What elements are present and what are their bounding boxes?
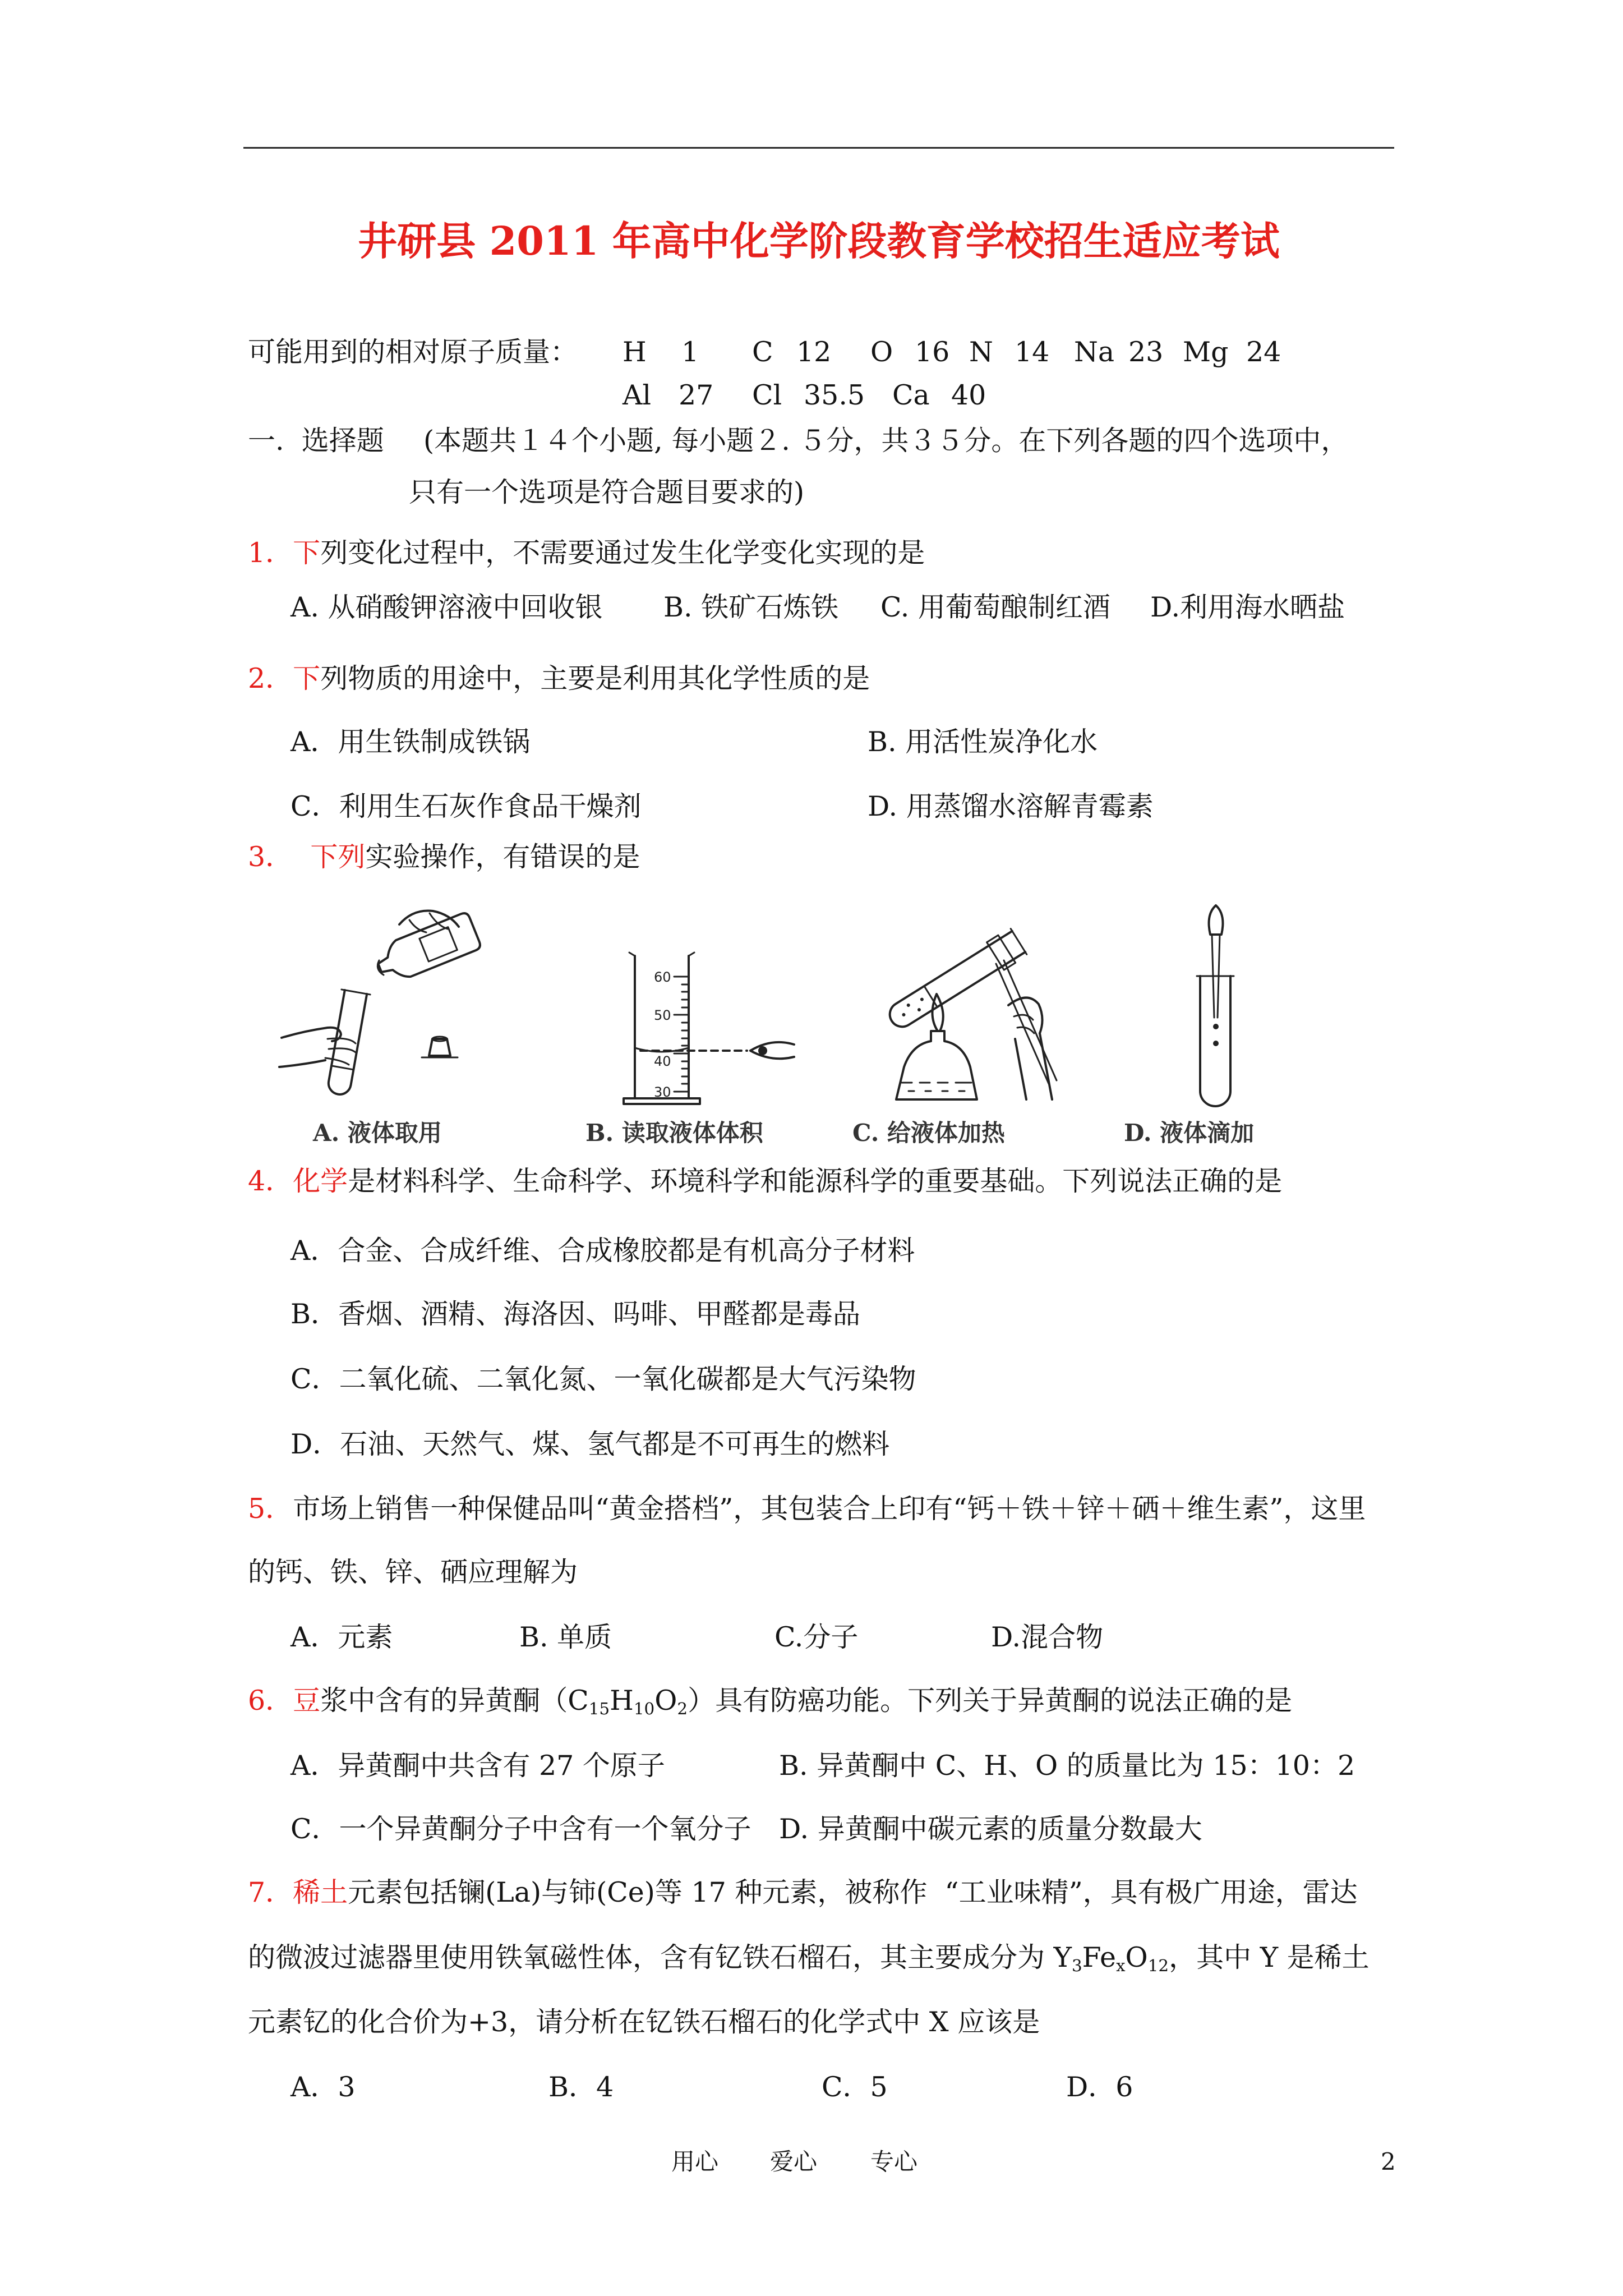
question-5-stem — [248, 1493, 1366, 1525]
figure-label-b: B. 读取液体体积 — [585, 1119, 763, 1147]
cylinder-scale-label: 40 — [654, 1053, 671, 1069]
element-mass: 12 — [796, 336, 832, 368]
question-text: 列变化过程中，不需要通过发生化学变化实现的是 — [320, 537, 925, 569]
element-symbol: C — [752, 336, 773, 368]
option-a: A．3 — [291, 2071, 356, 2103]
element-mass: 27 — [679, 379, 714, 411]
figure-label-c: C. 给液体加热 — [852, 1119, 1005, 1147]
alcohol-lamp — [896, 1031, 977, 1099]
option-d: D. 用蒸馏水溶解青霉素 — [868, 790, 1154, 822]
header-rule — [243, 147, 1394, 149]
question-number: 7．稀土 — [248, 1876, 348, 1908]
question-1-stem — [248, 537, 925, 569]
option-b: B．香烟、酒精、海洛因、吗啡、甲醛都是毒品 — [291, 1298, 861, 1330]
question-number: 4．化学 — [248, 1165, 348, 1197]
element-mass: 14 — [1015, 336, 1050, 368]
liquid-drop — [1213, 1024, 1219, 1029]
footer-motto: 用心 — [671, 2148, 719, 2175]
question-text: 市场上销售一种保健品叫“黄金搭档”，其包装合上印有“钙＋铁＋锌＋硒＋维生素”，这里 — [293, 1493, 1366, 1525]
option-b: B．4 — [548, 2071, 614, 2103]
element-mass: 16 — [915, 336, 950, 368]
formula-subscript: x — [1115, 1956, 1126, 1976]
cylinder-scale-label: 50 — [654, 1007, 671, 1023]
question-4-stem — [248, 1166, 1282, 1197]
page-number: 2 — [1381, 2148, 1396, 2175]
option-d: D.利用海水晒盐 — [1150, 591, 1345, 623]
question-text: 元素包括镧(La)与铈(Ce)等 17 种元素，被称作 “工业味精”，具有极广用途，雷达 — [348, 1876, 1358, 1908]
option-c: C．利用生石灰作食品干燥剂 — [291, 790, 642, 822]
reagent-bottle — [372, 912, 482, 986]
formula-element: Fe — [1082, 1941, 1116, 1973]
element-symbol: H — [623, 336, 647, 368]
pouring-liquid-illustration — [279, 911, 482, 1097]
element-mass: 35.5 — [804, 379, 865, 411]
question-6-stem — [248, 1685, 1292, 1717]
formula-element: O — [1125, 1941, 1148, 1973]
cylinder-scale-label: 30 — [654, 1084, 671, 1100]
test-tube — [324, 990, 370, 1097]
heating-liquid-illustration — [883, 928, 1057, 1099]
test-tube-holder — [996, 960, 1057, 1084]
dropper — [1209, 905, 1223, 1018]
lab-operations-figure — [269, 898, 1307, 1122]
option-c: C．5 — [822, 2071, 888, 2103]
bottle-stopper — [422, 1037, 458, 1057]
question-text: ）具有防癌功能。下列关于异黄酮的说法正确的是 — [688, 1685, 1293, 1717]
figure-label-d: D. 液体滴加 — [1124, 1119, 1255, 1147]
cylinder-scale-label: 60 — [654, 969, 671, 985]
element-symbol: O — [870, 336, 893, 368]
option-b: B. 异黄酮中 C、H、O 的质量比为 15：10：2 — [779, 1750, 1355, 1782]
option-c: C.分子 — [774, 1621, 859, 1653]
option-a: A．合金、合成纤维、合成橡胶都是有机高分子材料 — [291, 1235, 915, 1267]
question-text-continued — [248, 1941, 1370, 1976]
section-note: (本题共１４个小题, 每小题２. ５分，共３５分。在下列各题的四个选项中， — [423, 425, 1349, 457]
element-mass: 24 — [1246, 336, 1281, 368]
formula-subscript: 15 — [588, 1699, 610, 1719]
element-mass: 23 — [1128, 336, 1164, 368]
option-b: B. 单质 — [519, 1621, 612, 1653]
question-text-continued: 元素钇的化合价为+3，请分析在钇铁石榴石的化学式中 X 应该是 — [248, 2006, 1040, 2038]
question-number: 3． 下列 — [248, 841, 366, 873]
option-c: C．一个异黄酮分子中含有一个氧分子 — [291, 1813, 751, 1845]
flame-icon — [932, 994, 943, 1031]
hand-holding-tube — [279, 1028, 356, 1067]
option-c: C．二氧化硫、二氧化氮、一氧化碳都是大气污染物 — [291, 1363, 916, 1395]
formula-subscript: 3 — [1071, 1956, 1082, 1976]
element-symbol: Cl — [752, 379, 782, 411]
option-b: B. 铁矿石炼铁 — [663, 591, 839, 623]
option-d: D.混合物 — [991, 1621, 1104, 1653]
eye-icon — [750, 1042, 794, 1059]
question-2-stem — [248, 663, 870, 694]
formula-element: H — [610, 1685, 634, 1717]
figure-label-a: A. 液体取用 — [313, 1119, 442, 1147]
formula-subscript: 2 — [677, 1699, 688, 1719]
hand-holding-holder — [1008, 997, 1052, 1099]
option-c: C. 用葡萄酿制红酒 — [880, 591, 1110, 623]
element-symbol: N — [969, 336, 993, 368]
element-mass: 1 — [681, 336, 699, 368]
question-number: 1．下 — [248, 537, 321, 569]
footer-motto: 爱心 — [770, 2148, 818, 2175]
liquid-drop — [1213, 1041, 1219, 1046]
question-text: 浆中含有的异黄酮（C — [320, 1685, 589, 1717]
option-b: B. 用活性炭净化水 — [868, 726, 1098, 758]
question-number: 2．下 — [248, 662, 321, 694]
measuring-cylinder-illustration — [624, 953, 794, 1104]
option-a: A．异黄酮中共含有 27 个原子 — [291, 1750, 665, 1782]
element-symbol: Ca — [892, 379, 930, 411]
option-d: D．6 — [1066, 2071, 1133, 2103]
element-mass: 40 — [951, 379, 986, 411]
formula-element: O — [654, 1685, 677, 1717]
question-7-stem — [248, 1877, 1358, 1908]
option-a: A. 从硝酸钾溶液中回收银 — [291, 591, 603, 623]
exam-title: 井研县 2011 年高中化学阶段教育学校招生适应考试 — [358, 218, 1280, 264]
formula-subscript: 12 — [1147, 1956, 1169, 1976]
question-3-stem — [248, 841, 640, 873]
question-text: 的微波过滤器里使用铁氧磁性体，含有钇铁石榴石，其主要成分为 Y — [248, 1941, 1072, 1973]
question-text-continued: 的钙、铁、锌、硒应理解为 — [248, 1556, 578, 1588]
formula-subscript: 10 — [633, 1699, 655, 1719]
question-text: 实验操作，有错误的是 — [365, 841, 640, 873]
dropping-liquid-illustration — [1197, 905, 1234, 1106]
option-a: A．用生铁制成铁锅 — [291, 726, 531, 758]
atomic-masses-label: 可能用到的相对原子质量： — [248, 336, 578, 368]
test-tube — [883, 928, 1027, 1035]
question-number: 5． — [248, 1493, 293, 1525]
section-heading: 一. 选择题 — [248, 425, 384, 457]
element-symbol: Na — [1074, 336, 1115, 368]
section-note: 只有一个选项是符合题目要求的) — [409, 476, 805, 508]
question-text: 列物质的用途中，主要是利用其化学性质的是 — [320, 662, 870, 694]
question-number: 6．豆 — [248, 1685, 321, 1717]
footer-motto: 专心 — [870, 2148, 918, 2175]
question-text: 是材料科学、生命科学、环境科学和能源科学的重要基础。下列说法正确的是 — [348, 1165, 1283, 1197]
option-d: D. 异黄酮中碳元素的质量分数最大 — [779, 1813, 1202, 1845]
question-text: ，其中 Y 是稀土 — [1169, 1941, 1370, 1973]
element-symbol: Mg — [1183, 336, 1229, 368]
option-d: D．石油、天然气、煤、氢气都是不可再生的燃料 — [291, 1428, 890, 1460]
option-a: A．元素 — [291, 1621, 393, 1653]
element-symbol: Al — [623, 379, 652, 411]
